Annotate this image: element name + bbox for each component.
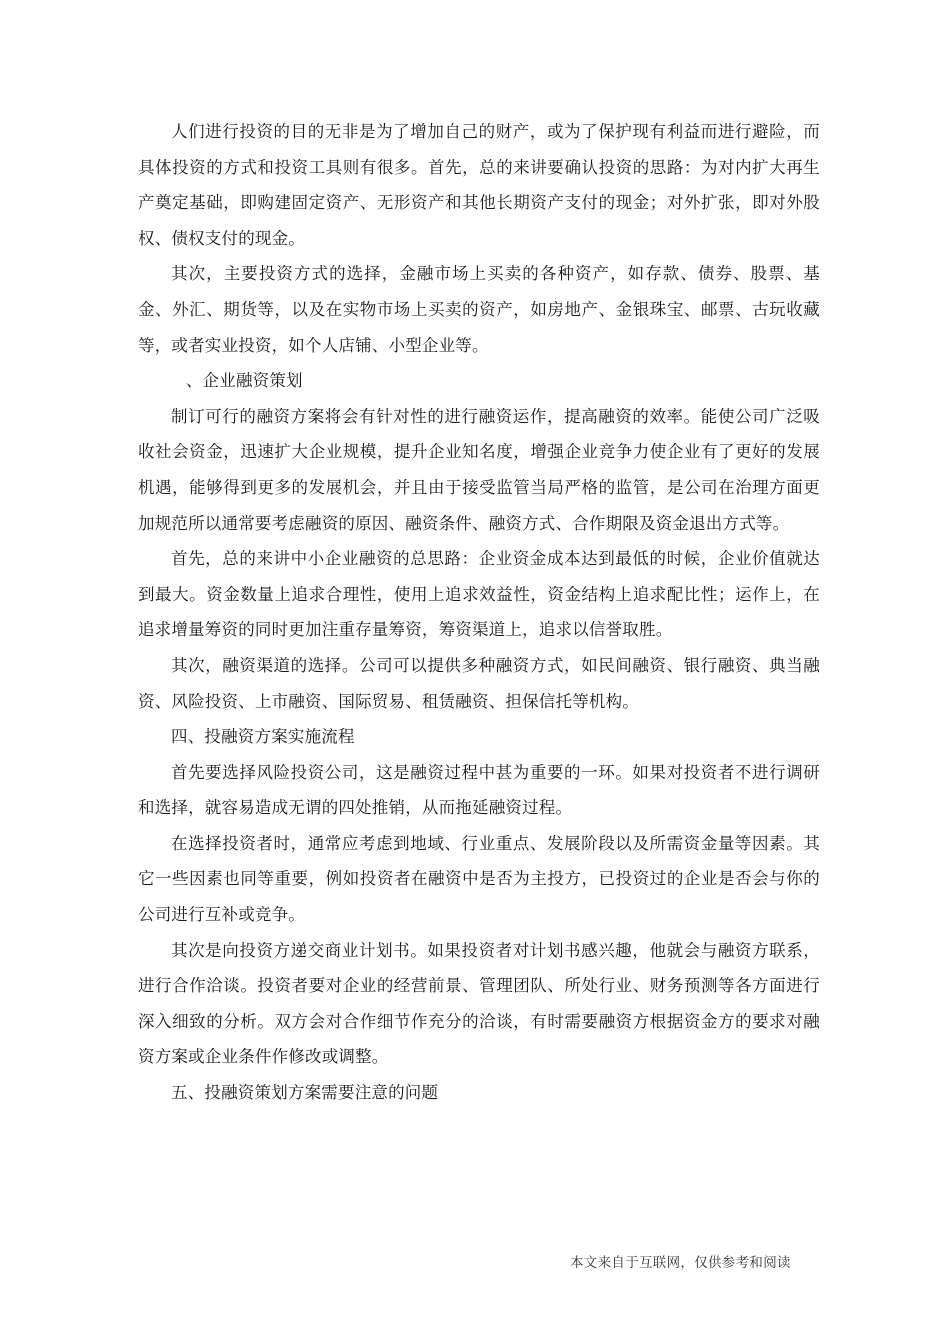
section-heading: 四、投融资方案实施流程: [171, 727, 355, 747]
section-heading: 、企业融资策划: [185, 371, 303, 391]
document-body: [138, 114, 820, 1111]
paragraph: 其次，主要投资方式的选择，金融市场上买卖的各种资产，如存款、债券、股票、基金、外汇、期货等，以及在实物市场上买卖的资产，如房地产、金银珠宝、邮票、古玩收藏等，或者实业投资，如个人店铺、小型企业等。: [138, 264, 820, 355]
paragraph: 在选择投资者时，通常应考虑到地域、行业重点、发展阶段以及所需资金量等因素。其它一些因素也同等重要，例如投资者在融资中是否为主投方，已投资过的企业是否会与你的公司进行互补或竞争。: [138, 833, 820, 925]
paragraph: 人们进行投资的目的无非是为了增加自己的财产，或为了保护现有利益而进行避险，而具体投资的方式和投资工具则有很多。首先，总的来讲要确认投资的思路：为对内扩大再生产奠定基础，即购建固定资产、无形资产和其他长期资产支付的现金；对外扩张，即对外股权、债权支付的现金。: [138, 122, 820, 248]
paragraph: 首先，总的来讲中小企业融资的总思路：企业资金成本达到最低的时候，企业价值就达到最大。资金数量上追求合理性，使用上追求效益性，资金结构上追求配比性；运作上，在追求增量筹资的同时更加注重存量筹资，筹资渠道上，追求以信誉取胜。: [138, 549, 820, 640]
paragraph: 制订可行的融资方案将会有针对性的进行融资运作，提高融资的效率。能使公司广泛吸收社会资金，迅速扩大企业规模，提升企业知名度，增强企业竞争力使企业有了更好的发展机遇，能够得到更多的发展机会，并且由于接受监管当局严格的监管，是公司在治理方面更加规范所以通常要考虑融资的原因、融资条件、融资方式、合作期限及资金退出方式等。: [138, 406, 820, 533]
footer-note: 本文来自于互联网，仅供参考和阅读: [570, 1255, 791, 1271]
section-heading: 五、投融资策划方案需要注意的问题: [171, 1083, 439, 1103]
paragraph: 首先要选择风险投资公司，这是融资过程中甚为重要的一环。如果对投资者不进行调研和选择，就容易造成无谓的四处推销，从而拖延融资过程。: [138, 762, 820, 818]
paragraph: 其次是向投资方递交商业计划书。如果投资者对计划书感兴趣，他就会与融资方联系，进行合作洽谈。投资者要对企业的经营前景、管理团队、所处行业、财务预测等各方面进行深入细致的分析。双方会对合作细节作充分的洽谈，有时需要融资方根据资金方的要求对融资方案或企业条件作修改或调整。: [138, 940, 820, 1067]
paragraph: 其次，融资渠道的选择。公司可以提供多种融资方式，如民间融资、银行融资、典当融资、风险投资、上市融资、国际贸易、租赁融资、担保信托等机构。: [138, 655, 820, 711]
